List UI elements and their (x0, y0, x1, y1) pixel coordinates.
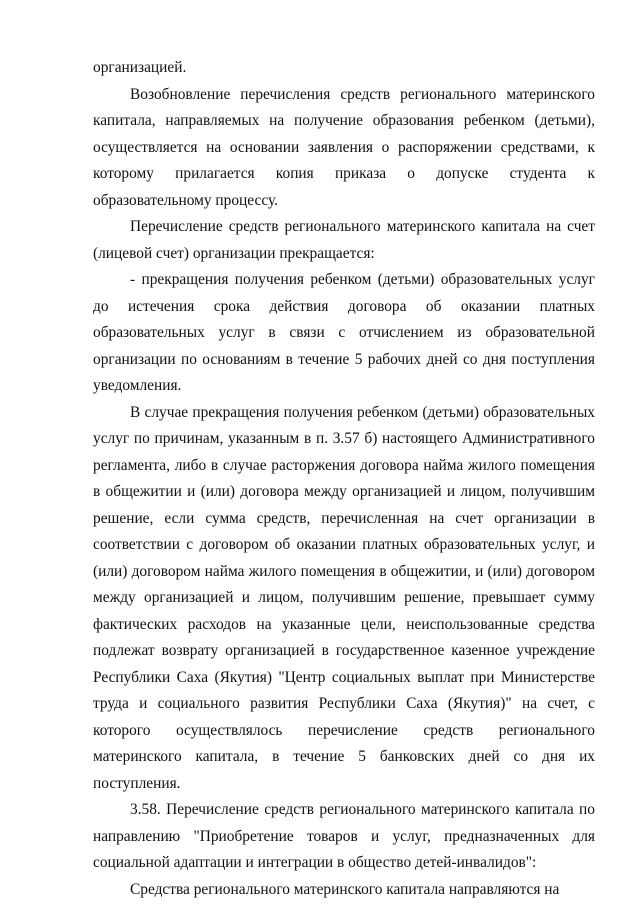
paragraph-4: - прекращения получения ребенком (детьми) образовательных услуг до истечения срока действия договора об оказании платных образовательных услуг в связи с отчислением из образовательной организации по основаниям в течение 5 рабочих дней со дня поступления уведомления. (93, 271, 595, 394)
paragraph-3: Перечисление средств регионального материнского капитала на счет (лицевой счет) организации прекращается: (93, 218, 595, 262)
paragraph-6: 3.58. Перечисление средств регионального материнского капитала по направлению "Приобретение товаров и услуг, предназначенных для социальной адаптации и интеграции в общество детей-инвалидов": (93, 801, 595, 871)
paragraph-7: Средства регионального материнского капитала направляются на (130, 880, 560, 898)
paragraph-5: В случае прекращения получения ребенком (детьми) образовательных услуг по причинам, указанным в п. 3.57 б) настоящего Административного регламента, либо в случае расторжения договора найма жилого помещения в общежитии и (или) договора между организацией и лицом, получившим решение, если сумма средств, перечисленная на счет организации в соответствии с договором об оказании платных образовательных услуг, и (или) договором найма жилого помещения в общежитии, и (или) договором между организацией и лицом, получившим решение, превышает сумму фактических расходов на указанные цели, неиспользованные средства подлежат возврату организацией в государственное казенное учреждение Республики Саха (Якутия) "Центр социальных выплат при Министерстве труда и социального развития Республики Саха (Якутия)" на счет, с которого осуществлялось перечисление средств регионального материнского капитала, в течение 5 банковских дней со дня их поступления. (93, 403, 595, 792)
document-page (93, 55, 595, 903)
paragraph-1: организацией. (93, 59, 187, 76)
paragraph-2: Возобновление перечисления средств регионального материнского капитала, направляемых на получение образования ребенком (детьми), осуществляется на основании заявления о распоряжении средствами, к которому прилагается копия приказа о допуске студента к образовательному процессу. (93, 85, 595, 209)
